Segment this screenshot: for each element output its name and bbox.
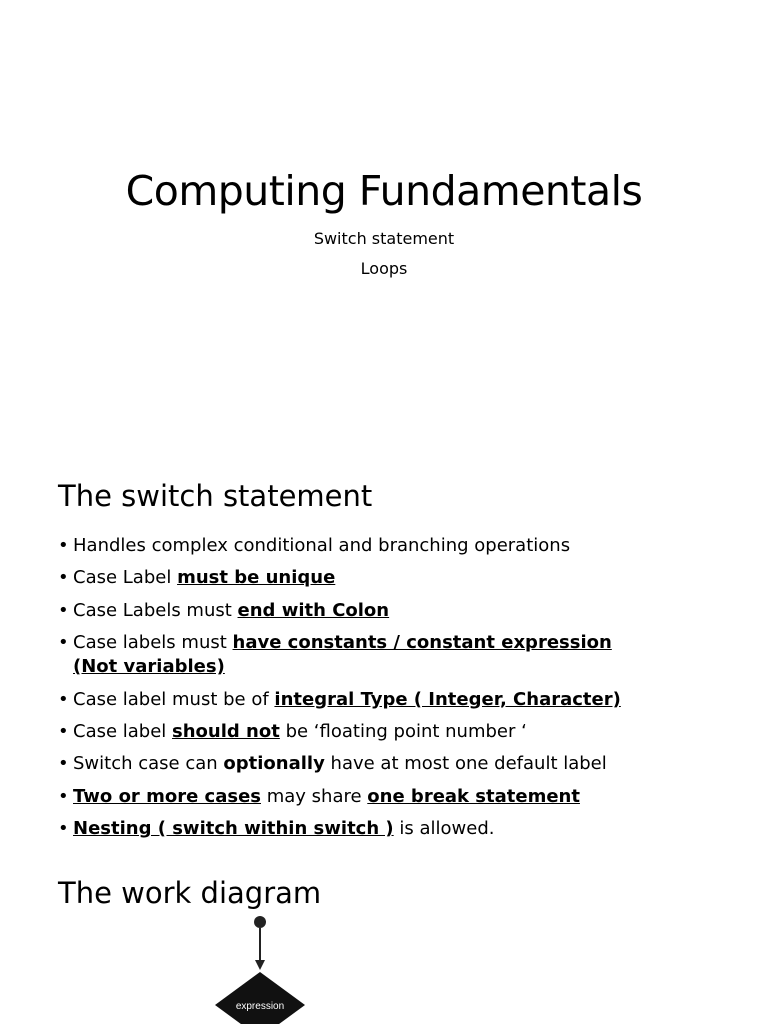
slide-title: Computing Fundamentals [125,167,643,215]
bullet-text: one break statement [367,785,580,807]
bullet-text: integral Type ( Integer, Character) [274,688,621,710]
expression-node-label: expression [235,1001,285,1012]
bullet-text: Switch case can [73,753,224,775]
bullet-text: Two or more cases [73,785,261,807]
bullet-text: Case label [73,720,173,742]
bullet-text: Case Label [73,567,178,589]
bullet-text: have at most one default label [324,753,607,775]
bullet-text: must be unique [177,567,336,589]
work-diagram-heading: The work diagram [58,876,322,910]
switch-section-heading: The switch statement [58,479,373,513]
bullet-text: optionally [223,753,325,775]
bullet-text: have constants / constant expression (Not variables) [73,632,612,678]
work-diagram [200,910,330,1024]
bullet-item [58,752,648,776]
bullet-text: Case labels must [73,632,233,654]
bullet-text: Nesting ( switch within switch ) [73,818,394,840]
switch-bullet-list [58,534,648,850]
bullet-text: may share [261,785,368,807]
subtitle-switch: Switch statement [313,229,455,248]
bullet-text: Case label must be of [73,688,275,710]
bullet-text: is allowed. [393,818,495,840]
bullet-text: be ‘floating point number ‘ [279,720,527,742]
bullet-text: should not [172,720,280,742]
bullet-item [58,785,648,809]
bullet-item [58,566,648,590]
bullet-item [58,631,648,679]
bullet-text: end with Colon [237,599,390,621]
expression-decision-node [215,972,305,1024]
subtitle-loops: Loops [360,259,408,278]
bullet-text: Case Labels must [73,599,238,621]
bullet-text: Handles complex conditional and branching operations [73,535,571,556]
flow-arrow-head [255,960,265,970]
bullet-item [58,534,648,558]
bullet-item [58,599,648,623]
start-node [254,916,266,928]
bullet-item [58,688,648,712]
bullet-item [58,720,648,744]
bullet-item [58,817,648,841]
